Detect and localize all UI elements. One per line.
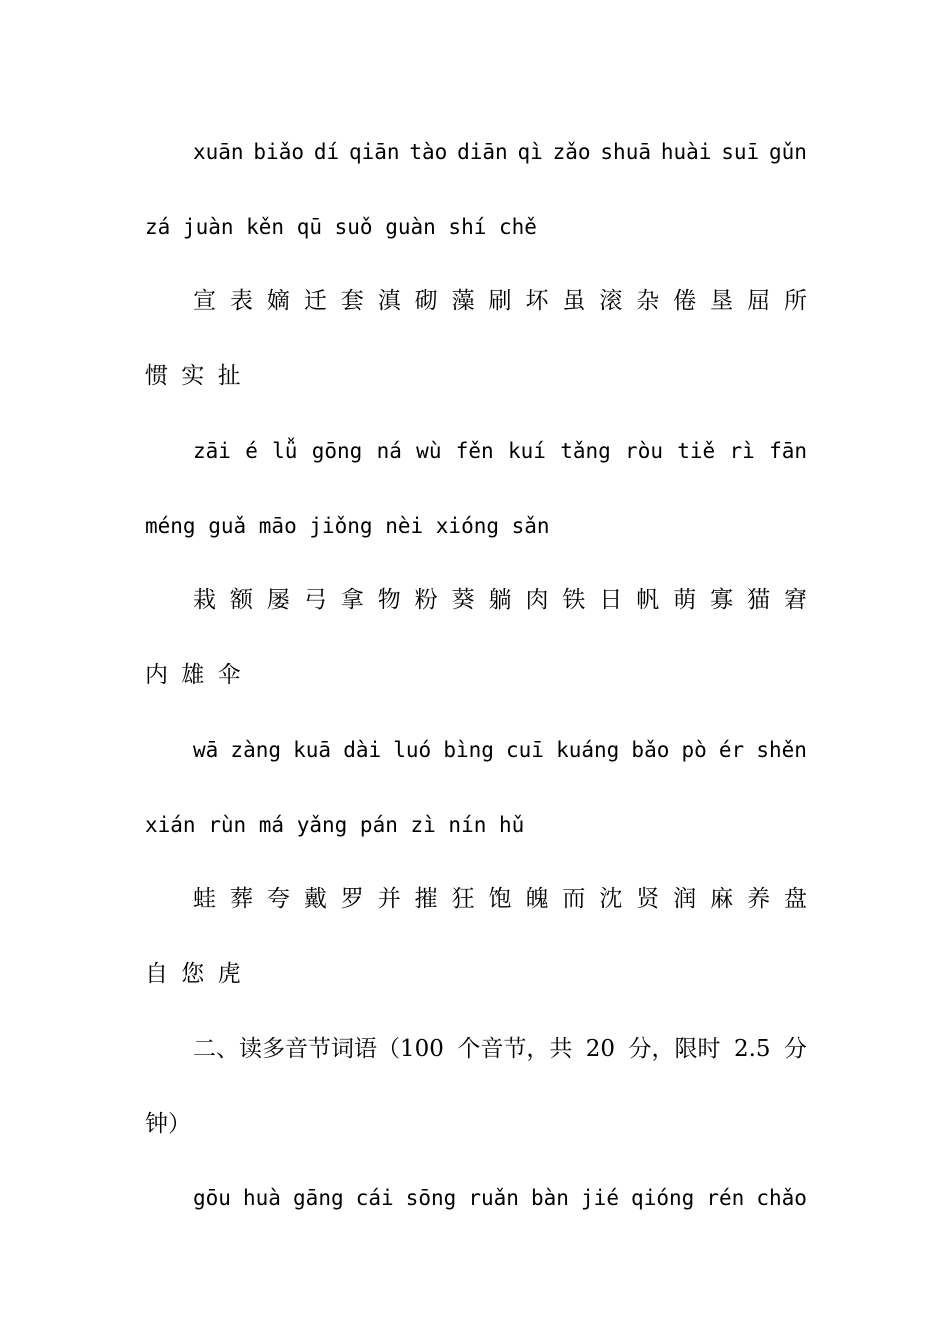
word: 蛙 bbox=[193, 886, 216, 912]
word: 屈 bbox=[747, 288, 771, 314]
word: qióng bbox=[631, 1186, 695, 1210]
word: tiě bbox=[677, 439, 716, 463]
word: 而 bbox=[562, 886, 586, 912]
word: 魄 bbox=[525, 886, 549, 912]
hanzi-line-1 bbox=[193, 286, 807, 316]
word: gōng bbox=[311, 439, 363, 463]
word: 刷 bbox=[488, 288, 512, 314]
word: kuí bbox=[507, 439, 546, 463]
word: 栽 bbox=[193, 587, 216, 613]
word: 20 bbox=[585, 1036, 616, 1062]
word: kuáng bbox=[556, 738, 620, 762]
word: shěn bbox=[756, 738, 807, 762]
word: 坏 bbox=[525, 288, 549, 314]
word: 杂 bbox=[636, 288, 660, 314]
word: huài bbox=[660, 140, 712, 164]
word: rì bbox=[729, 439, 755, 463]
word: bǎo bbox=[631, 738, 670, 762]
hanzi-line-4: 内 雄 伞 bbox=[145, 662, 241, 688]
word: 表 bbox=[229, 288, 253, 314]
word: bìng bbox=[443, 738, 494, 762]
word: 屡 bbox=[266, 587, 290, 613]
word: qì bbox=[517, 140, 543, 164]
word: 倦 bbox=[673, 288, 697, 314]
word: 沈 bbox=[599, 886, 623, 912]
word: ér bbox=[718, 738, 745, 762]
word: 二、读多音节词语（100 bbox=[193, 1036, 444, 1062]
hanzi-line-3 bbox=[193, 585, 807, 615]
word: dí bbox=[313, 140, 340, 164]
pinyin-line-4: méng guǎ māo jiǒng nèi xióng sǎn bbox=[145, 514, 550, 538]
word: fěn bbox=[455, 439, 494, 463]
word: tào bbox=[409, 140, 448, 164]
word: gāng bbox=[293, 1186, 344, 1210]
word: zǎo bbox=[552, 140, 591, 164]
word: 猫 bbox=[747, 587, 771, 613]
word: 罗 bbox=[340, 886, 364, 912]
hanzi-line-2: 惯 实 扯 bbox=[145, 363, 241, 389]
word: 所 bbox=[784, 288, 807, 314]
word: 肉 bbox=[525, 587, 549, 613]
word: 虽 bbox=[562, 288, 586, 314]
word: dài bbox=[343, 738, 382, 762]
word: 润 bbox=[673, 886, 697, 912]
word: 葬 bbox=[229, 886, 253, 912]
pinyin-line-6: xián rùn má yǎng pán zì nín hǔ bbox=[145, 813, 525, 837]
word: 贤 bbox=[636, 886, 660, 912]
word: shuā bbox=[600, 140, 651, 164]
word: 滇 bbox=[377, 288, 401, 314]
word: 狂 bbox=[451, 886, 475, 912]
pinyin-line-2: zá juàn kěn qū suǒ guàn shí chě bbox=[145, 215, 537, 239]
word: 宣 bbox=[193, 288, 216, 314]
word: é bbox=[245, 439, 258, 463]
word: 藻 bbox=[451, 288, 475, 314]
word: fān bbox=[769, 439, 807, 463]
word: bàn bbox=[531, 1186, 569, 1210]
word: 滚 bbox=[599, 288, 623, 314]
word: 养 bbox=[747, 886, 771, 912]
word: zāi bbox=[193, 439, 231, 463]
pinyin-line-7 bbox=[193, 1183, 807, 1213]
word: 戴 bbox=[303, 886, 327, 912]
word: biǎo bbox=[253, 140, 304, 164]
word: lǚ bbox=[272, 439, 298, 463]
word: 额 bbox=[229, 587, 253, 613]
word: 迁 bbox=[303, 288, 327, 314]
word: ruǎn bbox=[468, 1186, 519, 1210]
word: 分，限时 bbox=[628, 1036, 721, 1062]
word: 盘 bbox=[784, 886, 807, 912]
word: ná bbox=[376, 439, 402, 463]
pinyin-line-1 bbox=[193, 137, 807, 167]
pinyin-line-3 bbox=[193, 436, 807, 466]
section-heading-line-2: 钟） bbox=[145, 1111, 191, 1137]
section-heading-line-1 bbox=[193, 1034, 807, 1064]
word: 个音节，共 bbox=[457, 1036, 573, 1062]
word: chǎo bbox=[756, 1186, 807, 1210]
word: wù bbox=[416, 439, 442, 463]
word: tǎng bbox=[560, 439, 611, 463]
word: 日 bbox=[599, 587, 623, 613]
word: 并 bbox=[377, 886, 401, 912]
word: qiān bbox=[348, 140, 400, 164]
word: pò bbox=[681, 738, 707, 762]
word: jié bbox=[581, 1186, 619, 1210]
word: 嫡 bbox=[266, 288, 290, 314]
hanzi-line-6: 自 您 虎 bbox=[145, 961, 241, 987]
word: 分 bbox=[783, 1036, 807, 1062]
word: suī bbox=[721, 140, 760, 164]
word: rén bbox=[706, 1186, 745, 1210]
word: diān bbox=[457, 140, 508, 164]
word: 窘 bbox=[784, 587, 807, 613]
word: xuān bbox=[193, 140, 244, 164]
hanzi-line-5 bbox=[193, 884, 807, 914]
word: 弓 bbox=[303, 587, 327, 613]
word: 2.5 bbox=[733, 1036, 771, 1062]
word: gōu bbox=[193, 1186, 231, 1210]
word: sōng bbox=[405, 1186, 457, 1210]
word: 物 bbox=[377, 587, 401, 613]
word: cuī bbox=[506, 738, 544, 762]
word: 葵 bbox=[451, 587, 475, 613]
word: cái bbox=[355, 1186, 394, 1210]
word: 躺 bbox=[488, 587, 512, 613]
word: 摧 bbox=[414, 886, 438, 912]
word: 铁 bbox=[562, 587, 586, 613]
word: 麻 bbox=[710, 886, 734, 912]
word: gǔn bbox=[768, 140, 807, 164]
word: zàng bbox=[230, 738, 281, 762]
word: 套 bbox=[340, 288, 364, 314]
word: 垦 bbox=[710, 288, 734, 314]
word: 夸 bbox=[266, 886, 290, 912]
word: 饱 bbox=[488, 886, 512, 912]
pinyin-line-5 bbox=[193, 735, 807, 765]
word: 萌 bbox=[673, 587, 697, 613]
word: 寡 bbox=[710, 587, 734, 613]
word: kuā bbox=[293, 738, 332, 762]
word: ròu bbox=[625, 439, 663, 463]
word: luó bbox=[393, 738, 432, 762]
word: 拿 bbox=[340, 587, 364, 613]
word: huà bbox=[243, 1186, 281, 1210]
word: 砌 bbox=[414, 288, 438, 314]
word: wā bbox=[193, 738, 219, 762]
word: 粉 bbox=[414, 587, 438, 613]
word: 帆 bbox=[636, 587, 660, 613]
